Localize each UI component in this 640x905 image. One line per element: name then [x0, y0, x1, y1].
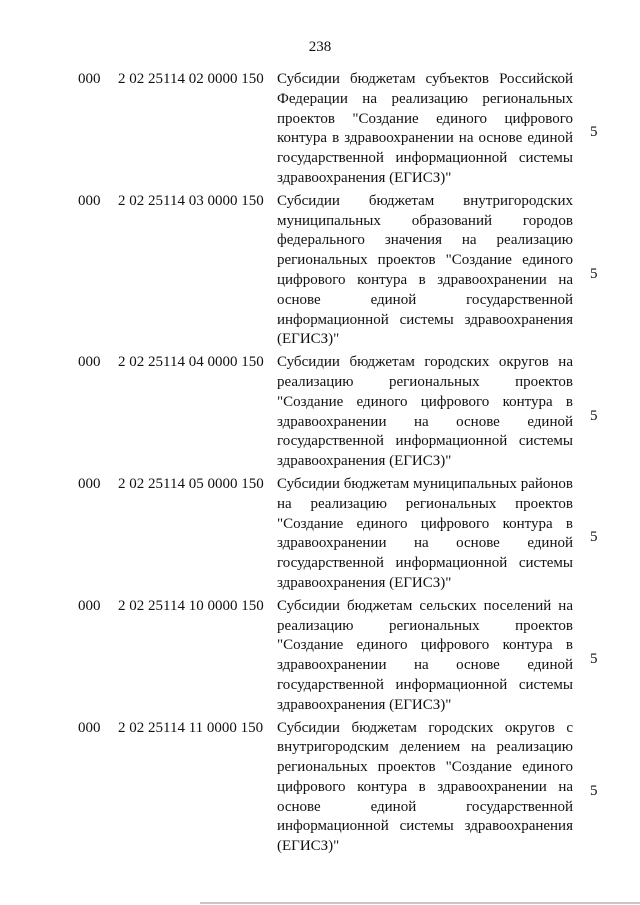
classification-code: 2 02 25114 11 0000 150: [118, 719, 264, 736]
row-description: Субсидии бюджетам городских округов с внутригородским делением на реализацию региональных проектов "Создание единого цифрового контура в здравоохранении на основе единой государственной информационной системы здравоохранения (ЕГИСЗ)": [277, 719, 573, 855]
row-description: Субсидии бюджетам сельских поселений на реализацию региональных проектов "Создание единого цифрового контура в здравоохранении на основе единой государственной информационной системы здравоохранения (ЕГИСЗ)": [277, 597, 573, 713]
scan-edge-divider: [200, 902, 640, 904]
row-value: 5: [590, 782, 598, 799]
table-row: [0, 192, 640, 350]
classification-code: 2 02 25114 02 0000 150: [118, 71, 264, 87]
row-description: Субсидии бюджетам городских округов на реализацию региональных проектов "Создание единого цифрового контура в здравоохранении на основе единой государственной информационной системы здравоохранения (ЕГИСЗ)": [277, 354, 573, 470]
row-value: 5: [590, 407, 598, 424]
page-number: 238: [308, 39, 332, 55]
row-value: 5: [590, 124, 598, 141]
admin-code: 000: [78, 354, 101, 371]
table-row: [0, 475, 640, 594]
classification-table: [0, 70, 640, 860]
row-description: Субсидии бюджетам субъектов Российской Федерации на реализацию региональных проектов "Создание единого цифрового контура в здравоохранении на основе единой государственной информационной системы здравоохранения (ЕГИСЗ)": [277, 71, 573, 186]
table-row: [0, 597, 640, 716]
table-row: [0, 353, 640, 472]
table-row: [0, 70, 640, 189]
row-description: Субсидии бюджетам внутригородских муниципальных образований городов федерального значения на реализацию региональных проектов "Создание единого цифрового контура в здравоохранении на основе единой государственной информационной системы здравоохранения (ЕГИСЗ)": [277, 192, 573, 348]
row-description: Субсидии бюджетам муниципальных районов на реализацию региональных проектов "Создание единого цифрового контура в здравоохранении на основе единой государственной информационной системы здравоохранения (ЕГИСЗ)": [277, 475, 573, 591]
classification-code: 2 02 25114 05 0000 150: [118, 475, 264, 492]
admin-code: 000: [78, 719, 101, 736]
admin-code: 000: [78, 597, 101, 614]
row-value: 5: [590, 266, 598, 283]
classification-code: 2 02 25114 03 0000 150: [118, 192, 264, 209]
row-value: 5: [590, 651, 598, 668]
admin-code: 000: [78, 475, 101, 492]
admin-code: 000: [78, 192, 101, 209]
classification-code: 2 02 25114 04 0000 150: [118, 354, 264, 371]
table-row: [0, 719, 640, 858]
row-value: 5: [590, 529, 598, 546]
admin-code: 000: [78, 71, 101, 87]
classification-code: 2 02 25114 10 0000 150: [118, 597, 264, 614]
